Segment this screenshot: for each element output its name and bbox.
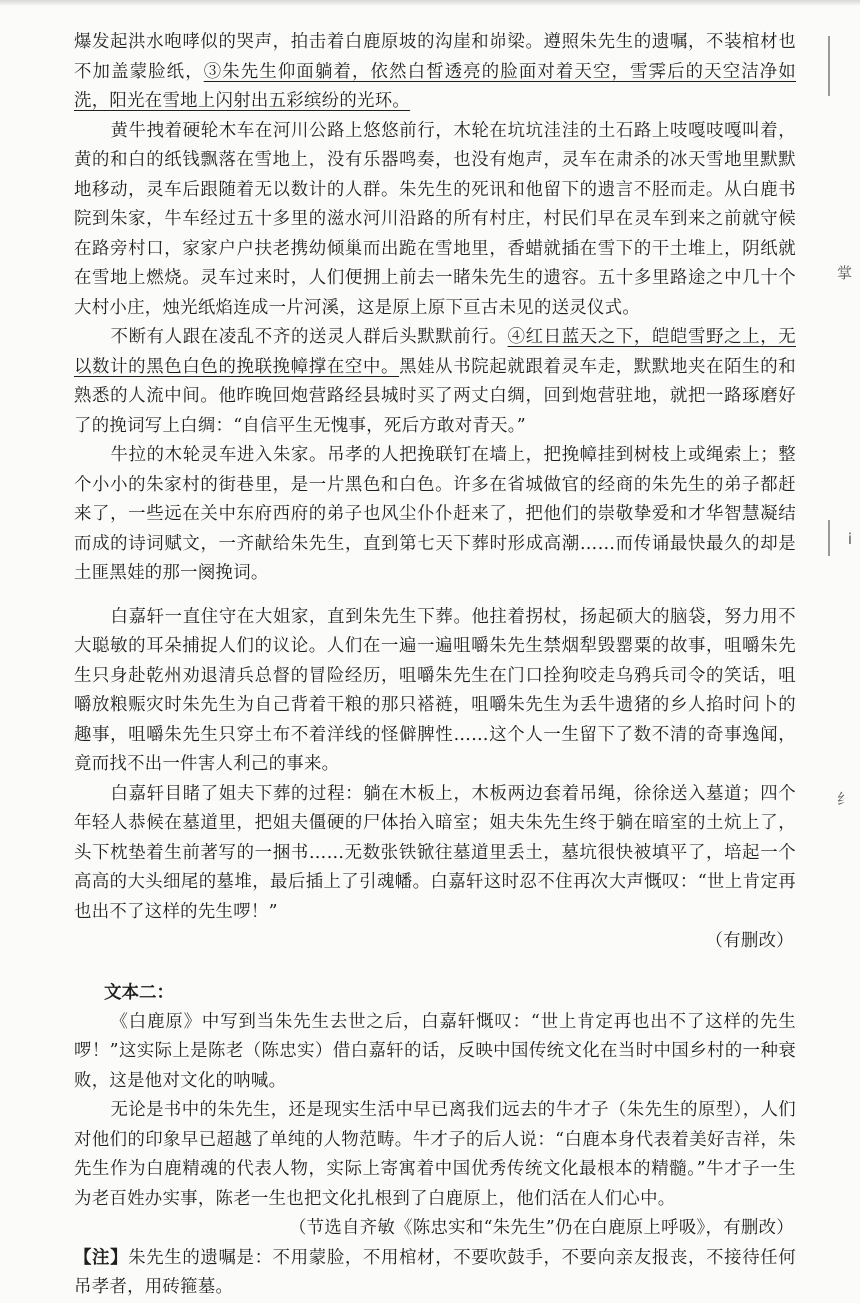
paragraph bbox=[74, 323, 796, 441]
paragraph: 《白鹿原》中写到当朱先生去世之后，白嘉轩慨叹：“世上肯定再也出不了这样的先生啰！”这实际上是陈老（陈忠实）借白嘉轩的话，反映中国传统文化在当时中国乡村的一种衰败，这是他对文化的呐喊。 bbox=[74, 1011, 796, 1091]
paragraph: 无论是书中的朱先生，还是现实生活中早已离我们远去的牛才子（朱先生的原型），人们对他们的印象早已超越了单纯的人物范畴。牛才子的后人说：“白鹿本身代表着美好吉祥，朱先生作为白鹿精魂的代表人物，实际上寄寓着中国优秀传统文化最根本的精髓。”牛才子一生为老百姓办实事，陈老一生也把文化扎根到了白鹿原上，他们活在人们心中。 bbox=[74, 1100, 796, 1209]
source-citation: （节选自齐敏《陈忠实和“朱先生”仍在白鹿原上呼吸》，有删改） bbox=[288, 1218, 794, 1238]
source-note: （有删改） bbox=[705, 931, 794, 951]
binding-edge-mark bbox=[828, 520, 830, 556]
binding-edge-mark bbox=[828, 36, 830, 96]
paragraph-text: 爆发起洪水咆哮似的哭声，拍击着白鹿原坡的沟崖和峁梁。遵照朱先生的遗嘱，不装棺材也不加盖蒙脸纸， bbox=[74, 32, 796, 82]
section-heading: 文本二： bbox=[104, 982, 174, 1003]
paragraph: 白嘉轩一直住守在大姐家，直到朱先生下葬。他拄着拐杖，扬起硕大的脑袋，努力用不大聪敏的耳朵捕捉人们的议论。人们在一遍一遍咀嚼朱先生禁烟犁毁罂粟的故事，咀嚼朱先生只身赴乾州劝退清兵总督的冒险经历，咀嚼朱先生在门口拴狗咬走乌鸦兵司令的笑话，咀嚼放粮赈灾时朱先生为自己背着干粮的那只褡裢，咀嚼朱先生为丢牛遗猪的乡人掐时问卜的趣事，咀嚼朱先生只穿土布不着洋线的怪僻脾性……这个人一生留下了数不清的奇事逸闻，竟而找不出一件害人利己的事来。 bbox=[74, 606, 796, 774]
margin-char: i bbox=[847, 530, 852, 548]
paragraph-text: 不断有人跟在凌乱不齐的送灵人群后头默默前行。 bbox=[110, 327, 508, 347]
underlined-sentence-4: ④红日蓝天之下，皑皑雪野之上，无以数计的黑色白色的挽联挽幛撑在空中。 bbox=[74, 327, 796, 377]
paragraph: 白嘉轩目睹了姐夫下葬的过程：躺在木板上，木板两边套着吊绳，徐徐送入墓道；四个年轻人恭候在墓道里，把姐夫僵硬的尸体抬入暗室；姐夫朱先生终于躺在暗室的土炕上了，头下枕垫着生前著写的一捆书……无数张铁锨往墓道里丢土，墓坑很快被填平了，培起一个高高的大头细尾的墓堆，最后插上了引魂幡。白嘉轩这时忍不住再次大声慨叹：“世上肯定再也出不了这样的先生啰！” bbox=[74, 783, 796, 922]
scan-shadow bbox=[0, 0, 860, 6]
footnote-label: 【注】 bbox=[74, 1247, 129, 1268]
paragraph: 黄牛拽着硬轮木车在河川公路上悠悠前行，木轮在坑坑洼洼的土石路上吱嘎吱嘎叫着，黄的和白的纸钱飘落在雪地上，没有乐器鸣奏，也没有炮声，灵车在肃杀的冰天雪地里默默地移动，灵车后跟随着无以数计的人群。朱先生的死讯和他留下的遗言不胫而走。从白鹿书院到朱家，牛车经过五十多里的滋水河川沿路的所有村庄，村民们早在灵车到来之前就守候在路旁村口，家家户户扶老携幼倾巢而出跪在雪地里，香蜡就插在雪下的干土堆上，阴纸就在雪地上燃烧。灵车过来时，人们便拥上前去一睹朱先生的遗容。五十多里路途之中几十个大村小庄，烛光纸焰连成一片河溪，这是原上原下亘古未见的送灵仪式。 bbox=[74, 120, 796, 318]
document-page bbox=[74, 28, 796, 1303]
footnote-text: 朱先生的遗嘱是：不用蒙脸，不用棺材，不要吹鼓手，不要向亲友报丧，不接待任何吊孝者，用砖箍墓。 bbox=[74, 1247, 796, 1297]
text-two bbox=[74, 979, 796, 1303]
margin-char: 掌 bbox=[836, 264, 852, 282]
margin-char: 纟 bbox=[836, 790, 852, 808]
paragraph bbox=[74, 28, 796, 117]
footnote bbox=[74, 1244, 796, 1303]
paragraph: 牛拉的木轮灵车进入朱家。吊孝的人把挽联钉在墙上，把挽幛挂到树枝上或绳索上；整个小小的朱家村的街巷里，是一片黑色和白色。许多在省城做官的经商的朱先生的弟子都赶来了，一些远在关中东府西府的弟子也风尘仆仆赶来了，把他们的崇敬挚爱和才华智慧凝结而成的诗词赋文，一齐献给朱先生，直到第七天下葬时形成高潮……而传诵最快最久的却是土匪黑娃的那一阕挽词。 bbox=[74, 445, 796, 583]
text-one bbox=[74, 28, 796, 957]
underlined-sentence-3: ③朱先生仰面躺着，依然白皙透亮的脸面对着天空，雪霁后的天空洁净如洗，阳光在雪地上闪射出五彩缤纷的光环。 bbox=[74, 61, 796, 111]
paragraph-text: 黑娃从书院起就跟着灵车走，默默地夹在陌生的和熟悉的人流中间。他昨晚回炮营路经县城时买了两丈白绸，回到炮营驻地，就把一路琢磨好了的挽词写上白绸：“自信平生无愧事，死后方敢对青天。” bbox=[74, 356, 796, 436]
